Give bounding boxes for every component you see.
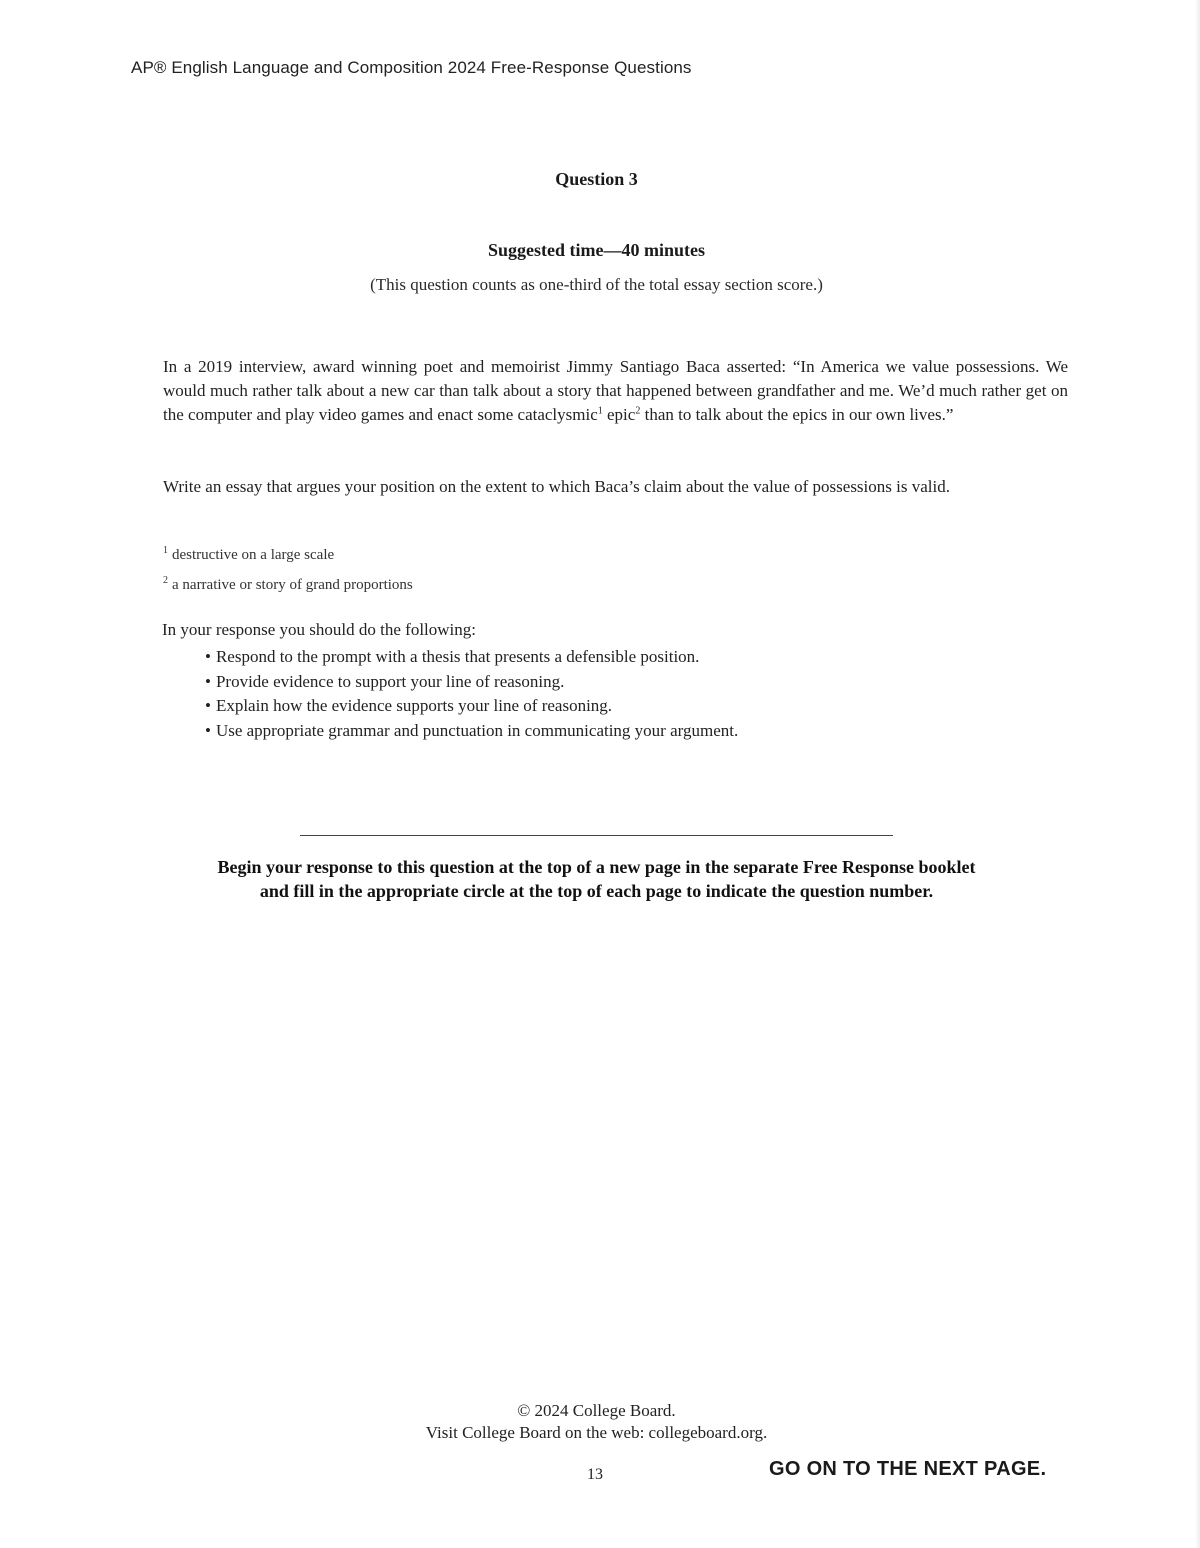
begin-response-note: [0, 855, 1193, 903]
footnote-2: [163, 575, 413, 594]
score-weight-note: (This question counts as one-third of the total essay section score.): [370, 275, 823, 294]
prompt-text-part2: epic: [602, 405, 636, 424]
question-title: Question 3: [555, 169, 638, 189]
footnote-1: [163, 545, 334, 564]
prompt-text-part1: In a 2019 interview, award winning poet and memoirist Jimmy Santiago Baca asserted: “In America we value possessions. We would much rather talk about a new car than talk about a story that happened between grandfather and me. We’d much rather get on the computer and play video games and enact some cataclysmic: [163, 357, 1068, 424]
task-paragraph: Write an essay that argues your position on the extent to which Baca’s claim about the value of possessions is valid.: [163, 477, 950, 496]
begin-note-line2: and fill in the appropriate circle at the top of each page to indicate the question number.: [259, 881, 934, 901]
footnote-ref-1: 1: [597, 405, 603, 417]
page-number: 13: [587, 1466, 603, 1483]
list-item: • Respond to the prompt with a thesis that presents a defensible position.: [205, 645, 738, 670]
prompt-text-part3: than to talk about the epics in our own lives.”: [640, 405, 954, 424]
footnote-mark: 2: [163, 575, 168, 586]
instructions-list: [205, 645, 738, 743]
footnote-text: a narrative or story of grand proportions: [172, 577, 413, 593]
page-header: AP® English Language and Composition 2024 Free-Response Questions: [131, 58, 692, 77]
list-item: • Use appropriate grammar and punctuation in communicating your argument.: [205, 719, 738, 744]
copyright-text: © 2024 College Board.: [517, 1401, 676, 1420]
suggested-time: Suggested time—40 minutes: [488, 240, 705, 260]
website-text: Visit College Board on the web: collegeboard.org.: [425, 1423, 768, 1442]
list-item: • Explain how the evidence supports your line of reasoning.: [205, 694, 738, 719]
copyright-block: [0, 1400, 1193, 1444]
begin-note-line1: Begin your response to this question at the top of a new page in the separate Free Response booklet: [217, 857, 976, 877]
prompt-paragraph: [163, 355, 1068, 427]
next-page-notice: GO ON TO THE NEXT PAGE.: [769, 1458, 1047, 1480]
instructions-intro: In your response you should do the following:: [162, 620, 476, 639]
scan-edge: [1195, 0, 1200, 1548]
footnote-ref-2: 2: [635, 405, 641, 417]
footnote-mark: 1: [163, 545, 168, 556]
list-item: • Provide evidence to support your line of reasoning.: [205, 670, 738, 695]
footnote-text: destructive on a large scale: [172, 547, 335, 563]
section-divider: [300, 835, 893, 836]
